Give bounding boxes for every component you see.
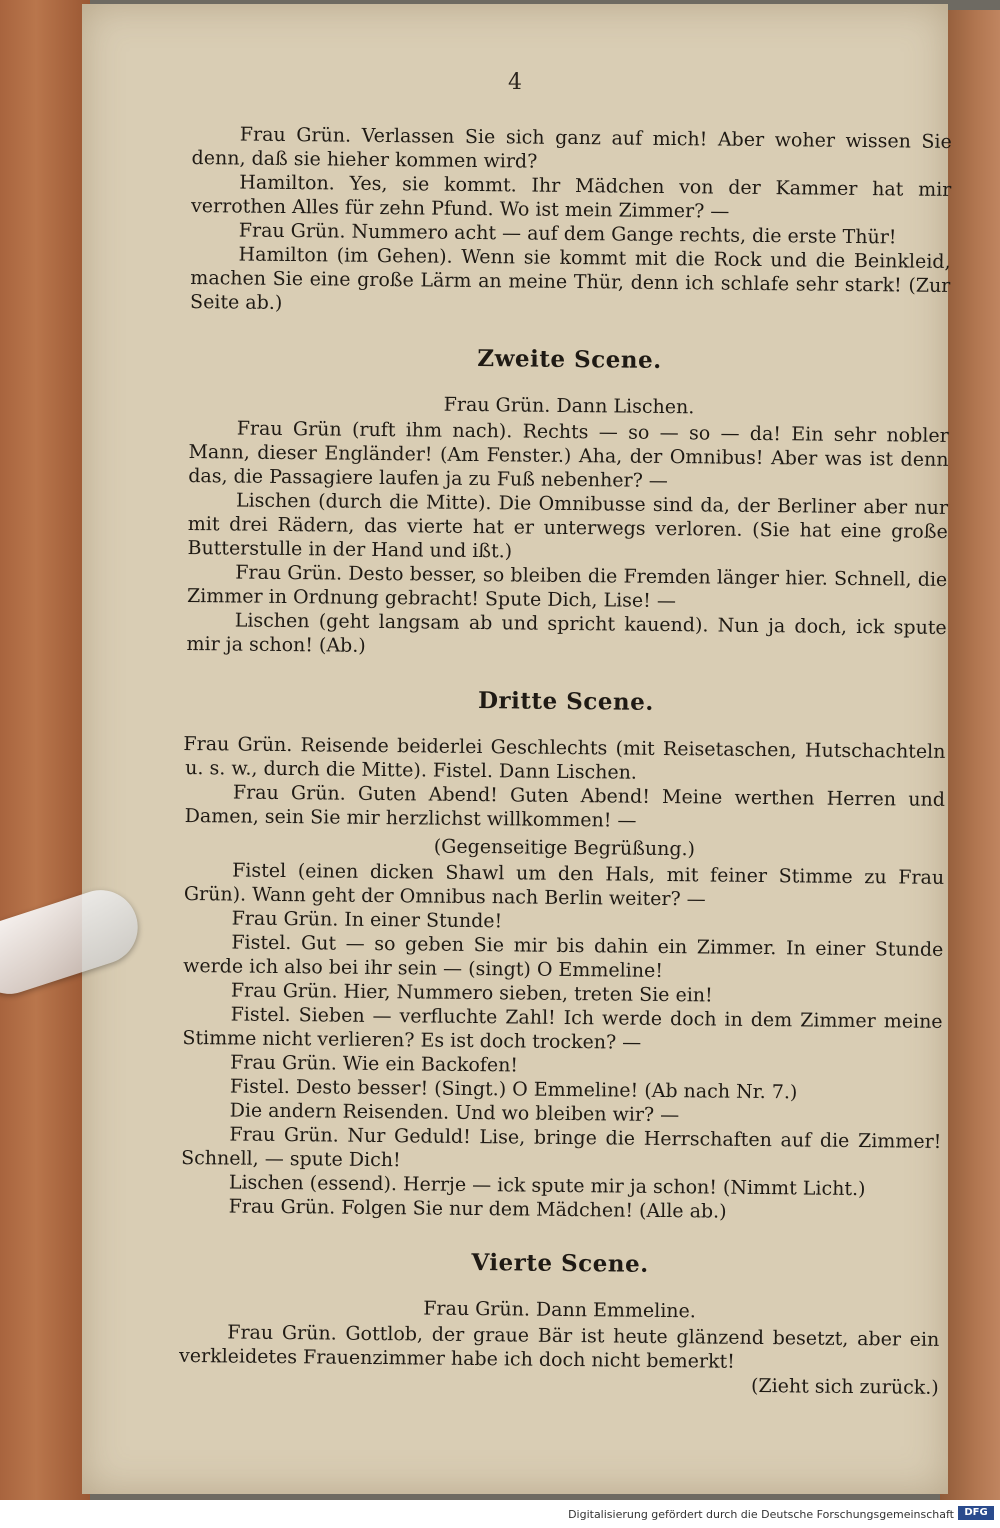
scene-heading: Dritte Scene. xyxy=(477,687,654,716)
paragraph: Frau Grün (ruft ihm nach). Rechts — so — so — da! Ein sehr nobler Mann, dieser Engländer! (Am Fenster.) Aha, der Omnibus! Aber was ist denn das, die Passagiere laufen ja zu Fuß nebenher? — xyxy=(188,417,949,493)
dfg-logo: DFG xyxy=(958,1506,994,1520)
footer xyxy=(0,1500,1000,1528)
paragraph: Frau Grün. Gottlob, der graue Bär ist heute glänzend besetzt, aber ein verkleidetes Frauenzimmer habe ich doch nicht bemerkt! xyxy=(178,1321,940,1373)
page-number: 4 xyxy=(508,70,522,95)
stage-direction: (Gegenseitige Begrüßung.) xyxy=(433,835,696,861)
paragraph: Fistel. Desto besser! (Singt.) O Emmeline! (Ab nach Nr. 7.) xyxy=(229,1075,798,1104)
paragraph: Frau Grün. Verlassen Sie sich ganz auf mich! Aber woher wissen Sie denn, daß sie hieher kommen wird? xyxy=(191,123,952,173)
paragraph: Fistel (einen dicken Shawl um den Hals, mit feiner Stimme zu Frau Grün). Wann geht der Omnibus nach Berlin weiter? — xyxy=(183,859,945,911)
scene-persons: Frau Grün. Reisende beiderlei Geschlechts (mit Reisetaschen, Hutschachteln u. s. w., durch die Mitte). Fistel. Dann Lischen. xyxy=(183,732,946,784)
paragraph: Frau Grün. Wie ein Backofen! xyxy=(230,1051,519,1077)
paragraph: Fistel. Sieben — verfluchte Zahl! Ich werde doch in dem Zimmer meine Stimme nicht verlieren? Es ist doch trocken? — xyxy=(182,1003,943,1054)
paragraph: Die andern Reisenden. Und wo bleiben wir? — xyxy=(229,1099,680,1127)
scene-heading: Vierte Scene. xyxy=(471,1248,649,1278)
scene-persons: Frau Grün. Dann Emmeline. xyxy=(423,1297,696,1323)
book-cover-left xyxy=(0,0,90,1500)
scene-heading: Zweite Scene. xyxy=(477,345,662,374)
paragraph: Lischen (essend). Herrje — ick spute mir ja schon! (Nimmt Licht.) xyxy=(228,1171,866,1201)
paragraph: Frau Grün. Folgen Sie nur dem Mädchen! (Alle ab.) xyxy=(228,1195,727,1223)
paragraph: Lischen (durch die Mitte). Die Omnibusse sind da, der Berliner aber nur mit drei Rädern, das vierte hat er unterwegs verloren. (Sie hat eine große Butterstulle in der Hand und ißt.) xyxy=(187,489,949,563)
paragraph: Frau Grün. In einer Stunde! xyxy=(231,907,503,933)
paragraph: Frau Grün. Guten Abend! Guten Abend! Meine werthen Herren und Damen, sein Sie mir herzlichst willkommen! — xyxy=(184,781,946,832)
paragraph: Frau Grün. Desto besser, so bleiben die Fremden länger hier. Schnell, die Zimmer in Ordnung gebracht! Spute Dich, Lise! — xyxy=(186,561,948,613)
paragraph: Fistel. Gut — so geben Sie mir bis dahin ein Zimmer. In einer Stunde werde ich also bei ihr sein — (singt) O Emmeline! xyxy=(183,931,944,982)
paragraph: Frau Grün. Nummero acht — auf dem Gange rechts, die erste Thür! xyxy=(238,219,897,249)
paragraph: Lischen (geht langsam ab und spricht kauend). Nun ja doch, ick spute mir ja schon! (Ab.) xyxy=(186,609,947,657)
book-page xyxy=(82,4,952,1494)
scene-persons: Frau Grün. Dann Lischen. xyxy=(443,393,695,419)
paragraph: Hamilton (im Gehen). Wenn sie kommt mit die Rock und die Beinkleid, machen Sie eine große Lärm an meine Thür, denn ich schlafe sehr stark! (Zur Seite ab.) xyxy=(189,243,951,314)
paragraph: Frau Grün. Nur Geduld! Lise, bringe die Herrschaften auf die Zimmer! Schnell, — spute Dich! xyxy=(181,1123,942,1172)
paragraph: Frau Grün. Hier, Nummero sieben, treten Sie ein! xyxy=(230,979,713,1007)
footer-credit: Digitalisierung gefördert durch die Deutsche Forschungsgemeinschaft xyxy=(568,1508,954,1521)
stage-direction: (Zieht sich zurück.) xyxy=(750,1374,939,1399)
paragraph: Hamilton. Yes, sie kommt. Ihr Mädchen von der Kammer hat mir verrothen Alles für zehn Pfund. Wo ist mein Zimmer? — xyxy=(191,171,952,223)
page-text xyxy=(179,122,952,1400)
